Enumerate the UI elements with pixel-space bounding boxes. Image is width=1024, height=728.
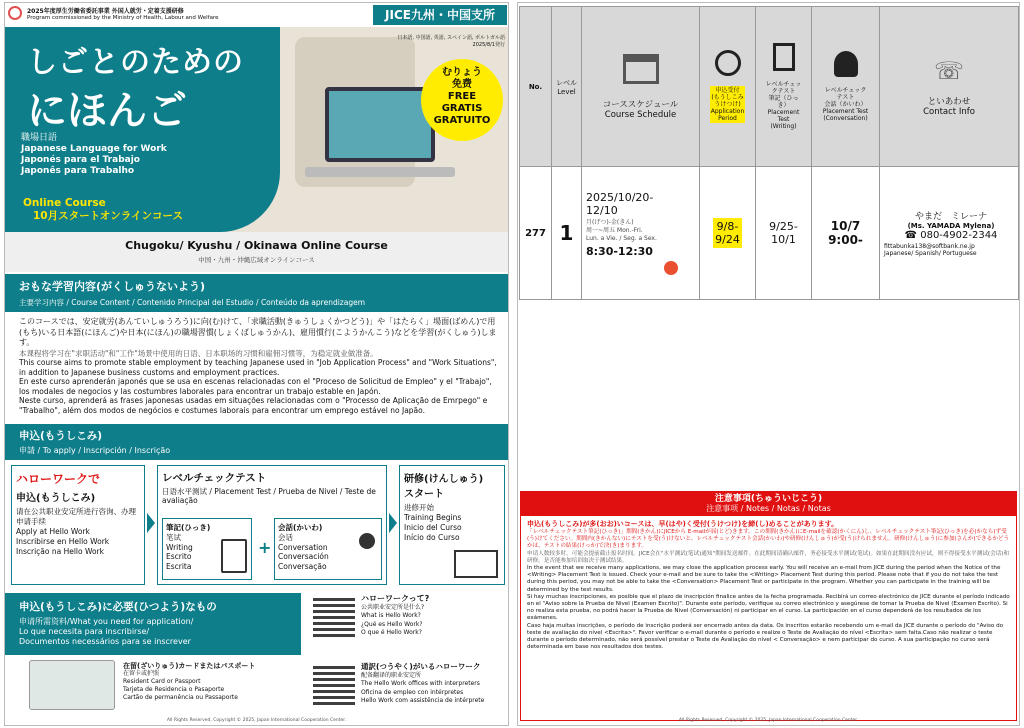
interpreter-title: 通訳(つうやく)がいるハローワーク	[361, 662, 481, 671]
header-level-en: Level	[557, 87, 576, 96]
ministry-header	[5, 3, 365, 25]
notes-en: In the event that we receive many applications, we may close the application process early. You will receive an e-mail from JICE during the period when the Notice of the <Writing> Placement Test is issued. Check your e-mail and be sure to take the <Writing> Placement Test during this period. Please note that if you do not take the test during this period, you may not be able to take the <Conversation> Placement Test or participate in the program. Whether you can participate in the training will be determined by the test results.	[527, 565, 1001, 593]
subtitle-en: Japanese Language for Work	[21, 144, 167, 154]
header-level-ja: レベル	[556, 78, 577, 87]
calendar-icon	[623, 54, 659, 84]
resident-card-image	[29, 660, 115, 710]
header-schedule-ja: コーススケジュール	[602, 99, 679, 110]
training-title: 研修(けんしゅう)	[404, 474, 484, 485]
header-conv-2: テスト	[836, 94, 855, 101]
header-written-4: き）	[777, 102, 790, 109]
requirements-sub-1: 申请所需资料/What you need for application/	[19, 617, 194, 626]
jice-branch-label: JICE九州・中国支所	[373, 5, 507, 25]
table-header-row	[520, 7, 1019, 167]
card-en: Resident Card or Passport	[123, 678, 201, 685]
course-time: 8:30-12:30	[586, 245, 653, 258]
free-pt: GRATUITO	[433, 115, 491, 126]
header-written-7: (Writing)	[770, 123, 797, 130]
written-zh: 笔试	[166, 533, 181, 542]
written-pt: Escrita	[166, 561, 192, 571]
hello-work-title: ハローワークで	[16, 472, 101, 486]
content-ja: このコースでは、安定就労(あんていしゅうろう)に向(む)けて、「求職活動(きゅうしょくかつどう)」や「はたらく」場面(ばめん)で用(もち)いる日本語(にほんご)や日本(にほん)の職場習慣(しょくばしゅうかん)、雇用慣行(こようかんこう)などを学習(がくしゅう)します。	[19, 317, 497, 347]
subtitle-pt: Japonês para Trabalho	[21, 166, 135, 176]
application-period-cell	[700, 167, 756, 300]
online-course-ja: 10月スタートオンラインコース	[33, 210, 183, 222]
written-en: Writing	[166, 542, 193, 552]
interpreter-pt: Hello Work com assistência de intérprete	[361, 697, 485, 704]
header-period	[700, 7, 756, 167]
conversation-test-cell	[812, 167, 880, 300]
notes-header	[521, 492, 1016, 516]
subtitle-es: Japonés para el Trabajo	[21, 155, 140, 165]
conversation-es: Conversación	[278, 552, 329, 561]
title-line-1: しごとのための	[27, 45, 244, 80]
apply-band-sub: 申請 / To apply / Inscripción / Inscrição	[19, 446, 171, 455]
training-start-box	[399, 465, 505, 585]
content-description	[19, 317, 501, 415]
training-zh: 进修开始	[404, 503, 434, 512]
course-date-end: 12/10	[586, 204, 618, 217]
header-contact	[880, 7, 1019, 167]
interpreter-offices	[361, 663, 484, 706]
header-conv-5: (Conversation)	[823, 115, 868, 122]
card-zh: 在留卡或护照	[123, 670, 160, 677]
training-pt: Início do Curso	[404, 533, 460, 542]
contact-phone[interactable]: ☎ 080-4902-2344	[904, 230, 998, 241]
course-schedule-cell	[582, 167, 700, 300]
written-es: Escrito	[166, 552, 192, 561]
stopwatch-icon	[715, 50, 741, 76]
course-level: 1	[552, 167, 582, 300]
free-en: FREE	[447, 91, 477, 102]
conversation-pt: Conversação	[278, 561, 327, 571]
notes-es: Si hay muchas inscripciones, es posible que el plazo de inscripción finalice antes de la fecha programada. Recibirá un correo electrónico de JICE durante el período indicado en el "Aviso sobre la Prueba de Nivel (Examen Escrito)". Durante este período, verifique su correo electrónico y asegúrese de tomar la Prueba de Nivel (Examen Escrito). Si no realiza esta prueba, no podrá hacer la Prueba de Nivel (Conversación) ni participar en el curso. La participación en el curso dependerá de los resultados de los exámenes.	[527, 593, 1010, 622]
sun-icon	[664, 261, 678, 275]
hello-work-zh: 请在公共职业安定所进行咨询、办理申请手续	[16, 507, 136, 526]
header-written-3: 筆記（ひっ	[768, 95, 799, 102]
content-band-sub: 主要学习内容 / Course Content / Contenido Principal del Estudio / Conteúdo da aprendizagem	[19, 298, 366, 307]
content-zh: 本课程将学习在"求职活动"和"工作"场景中使用的日语、日本职场的习惯和雇佣习惯等，为稳定就业做准备。	[19, 348, 378, 358]
training-title-2: スタート	[404, 489, 444, 500]
clipboard-icon	[773, 43, 795, 71]
course-days-zh-en: 周一~周五 Mon.-Fri.	[586, 227, 643, 234]
header-period-5: Period	[718, 115, 737, 122]
conversation-person-icon	[359, 533, 375, 549]
interpreter-zh: 配备翻译的职业安定所	[361, 671, 422, 679]
header-written-1: レベルチェッ	[765, 81, 802, 88]
online-course-label	[23, 197, 183, 223]
requirements-sub-3: Documentos necessários para se inscrever	[19, 637, 191, 646]
plus-icon: +	[258, 538, 272, 557]
conversation-en: Conversation	[278, 542, 328, 552]
notes-early-close: 申込(もうしこみ)が多(おお)いコースは、早(はや)く受付(うけつけ)を締(し)めることがあります。	[527, 520, 839, 528]
training-en: Training Begins	[404, 513, 462, 522]
hello-work-es: Inscribirse en Hello Work	[16, 537, 110, 546]
header-conv-1: レベルチェック	[824, 87, 867, 94]
interpreter-es: Oficina de empleo con intérpretes	[361, 688, 464, 696]
header-written-5: Placement	[767, 109, 800, 116]
hello-work-qr-code[interactable]	[313, 595, 355, 637]
conversation-test-date: 10/7	[830, 219, 861, 233]
apply-band-title: 申込(もうしこみ)	[19, 430, 103, 442]
content-pt: Neste curso, aprenderá as frases japonesas usadas em situações relacionadas com o "Processo de Aplicação de Emrpego" e "Trabalho", além dos modos de negócios e costumes laborais para encontrar um emprego estável no Japão.	[19, 396, 488, 415]
hero-banner	[5, 27, 508, 232]
notes-ja: 「レベルチェックテスト筆記(ひっき)」期間(きかん)にJICEから E-mailが届(とど)きます。この期間(きかん)にE-mailを確認(かくにん)し、レベルチェックテスト筆記(ひっき)を必(かなら)ず受(う)けてください。期間内(きかんない)にテストを受(う)けないと、レベルチェックテスト会話(かいわ)や研修(けんしゅう)が受(う)けられません。研修(けんしゅう)に参加(さんか)できるかどうかは、テストの結果(けっか)で決(き)まります。	[527, 529, 1010, 550]
apply-band	[5, 424, 508, 460]
contact-languages: Japanese/ Spanish/ Portuguese	[884, 250, 977, 257]
what-is-title: ハローワークって?	[361, 594, 430, 603]
interpreter-en: The Hello Work offices with interpreters	[361, 680, 480, 687]
header-schedule	[582, 7, 700, 167]
conversation-test-time: 9:00-	[828, 233, 863, 247]
what-is-es: ¿Qué es Hello Work?	[361, 620, 423, 628]
header-contact-ja: といあわせ	[927, 96, 971, 107]
card-es: Tarjeta de Residencia o Pasaporte	[123, 686, 225, 693]
speaker-icon	[834, 51, 858, 77]
header-period-2: (もうしこみ	[711, 94, 744, 101]
header-conversation	[812, 7, 880, 167]
region-en: Chugoku/ Kyushu / Okinawa Online Course	[125, 239, 388, 252]
free-es: GRATIS	[441, 103, 483, 114]
header-conv-4: Placement Test	[822, 108, 869, 115]
contact-name: やまだ ミレーナ	[914, 212, 987, 222]
header-written-6: Test	[777, 116, 790, 123]
header-level	[552, 7, 582, 167]
course-days-ja: 月(げつ)-金(きん)	[586, 219, 634, 226]
issue-date: 2025/8/1発行	[472, 42, 505, 48]
hello-work-title-2: 申込(もうしこみ)	[16, 493, 96, 504]
header-schedule-en: Course Schedule	[604, 109, 677, 120]
languages-line: 日本語, 中国語, 英語, スペイン語, ポルトガル語	[397, 35, 505, 41]
ministry-line-1: 2025年度厚生労働省委託事業 外国人就労・定着支援研修	[27, 8, 184, 15]
application-period-end: 9/24	[715, 233, 740, 246]
placement-test-box	[157, 465, 387, 585]
content-band-title: おもな学習内容(がくしゅうないよう)	[19, 280, 206, 293]
content-band	[5, 274, 508, 312]
flyer-right-page	[517, 2, 1020, 726]
notes-body	[521, 516, 1016, 655]
placement-test-sub: 日语水平测试 / Placement Test / Prueba de Nivel / Teste de avaliação	[162, 487, 376, 505]
left-footer: All Rights Reserved, Copyright © 2025, Japan International Cooperation Center.	[166, 718, 347, 723]
notes-title: 注意事項(ちゅういじこう)	[714, 494, 823, 504]
arrow-icon	[147, 513, 155, 533]
interpreter-qr-code[interactable]	[313, 663, 355, 705]
card-title: 在留(ざいりゅう)カードまたはパスポート	[123, 662, 256, 670]
laptop-illustration	[325, 87, 435, 162]
application-period-start: 9/8-	[716, 220, 739, 233]
online-course-en: Online Course	[23, 197, 106, 209]
written-title: 筆記(ひっき)	[166, 523, 211, 532]
laptop-base	[305, 167, 455, 177]
free-badge	[421, 59, 503, 141]
hello-work-pt: Inscrição na Hello Work	[16, 547, 104, 556]
ministry-logo-icon	[8, 6, 22, 20]
book-icon	[454, 550, 498, 578]
table-row	[520, 167, 1019, 300]
conversation-zh: 会话	[278, 533, 293, 542]
title-line-2: にほんご	[27, 88, 187, 134]
header-conv-3: 会話（かいわ）	[824, 101, 867, 108]
content-en: This course aims to promote stable employment by teaching Japanese used in "Job Application Process" and "Work Situations", in addition to Japanese business customs and employment practices.	[19, 358, 497, 377]
arrow-icon-2	[389, 513, 397, 533]
header-written	[756, 7, 812, 167]
card-pt: Cartão de permanência ou Passaporte	[123, 694, 238, 701]
subtitle-list	[21, 133, 167, 177]
contact-cell	[880, 167, 1019, 300]
resident-card-info	[123, 662, 308, 702]
header-period-3: うけつけ)	[714, 101, 741, 108]
course-number: 277	[520, 167, 552, 300]
hero-title-panel	[5, 27, 280, 232]
header-period-1: 申込受付	[715, 87, 740, 94]
notes-zh: 申请人数较多时，可能会提前截止报名时间。JICE会在"水平测试(笔试)通知"期间发送邮件。在此期间请确认邮件，务必接受水平测试(笔试)。如果在此期间没有应试，则不得接受水平测试(会话)和研修。是否能参加培训取决于测试结果。	[527, 550, 1010, 564]
hello-work-en: Apply at Hello Work	[16, 527, 90, 536]
right-footer: All Rights Reserved, Copyright © 2025, Japan International Cooperation Center.	[678, 718, 859, 723]
requirements-sub-2: Lo que necesita para inscribirse/	[19, 627, 150, 636]
placement-test-title: レベルチェックテスト	[162, 472, 267, 484]
written-test-end: 10/1	[771, 233, 796, 246]
what-is-hello-work	[361, 595, 429, 638]
free-zh: 免费	[452, 79, 472, 90]
what-is-pt: O que é Hello Work?	[361, 629, 422, 636]
notes-pt: Caso haja muitas inscrições, o período de inscrição poderá ser encerrado antes da data. Os inscritos estarão recebendo um e-mail da JICE durante o período do "Aviso do teste de avaliação do nível <Escrita>". Favor verificar o e-mail durante o período e realize o Teste de Avaliação do nível <Escrita> sem falta.Caso não realizar o teste durante o período determinado, não será possível prestar o Teste de Avaliação do nível < Conversação> e nem participar do curso. A sua participação no curso será determinada em base nos resultados dos testes.	[527, 622, 1004, 651]
schedule-table	[519, 6, 1019, 300]
training-es: Inicio del Curso	[404, 523, 462, 532]
notes-sub: 注意事项 / Notes / Notas / Notas	[706, 504, 831, 513]
written-test-icon	[221, 539, 247, 573]
written-test-start: 9/25-	[769, 220, 798, 233]
phone-icon: ☏	[933, 56, 964, 85]
written-test-box	[162, 518, 252, 580]
flyer-left-page	[4, 2, 509, 726]
requirements-title: 申込(もうしこみ)に必要(ひつよう)なもの	[19, 601, 217, 613]
what-is-zh: 公共职业安定所是什么?	[361, 603, 425, 611]
region-banner	[5, 232, 508, 272]
contact-name-en: (Ms. YAMADA Mylena)	[907, 222, 995, 230]
conversation-title: 会話(かいわ)	[278, 523, 323, 532]
hello-work-box	[11, 465, 145, 585]
what-is-en: What is Hello Work?	[361, 612, 421, 619]
content-es: En este curso aprenderán japonés que se usa en escenas relacionadas con el "Proceso de Solicitud de Empleo" y el "Trabajo", los modales de negocios y las costumbres laborales para encontrar un trabajo estable en Japón.	[19, 377, 492, 396]
subtitle-zh: 職場日語	[21, 133, 58, 143]
header-no: No.	[520, 7, 552, 167]
ministry-line-2: Program commissioned by the Ministry of Health, Labour and Welfare	[27, 15, 219, 21]
header-period-4: Application	[710, 108, 745, 115]
requirements-band	[5, 593, 301, 655]
header-contact-en: Contact Info	[923, 106, 975, 117]
notes-box	[520, 491, 1017, 721]
region-ja: 中国・九州・沖縄広域オンラインコース	[198, 256, 315, 264]
free-ja: むりょう	[442, 67, 482, 78]
conversation-test-box	[274, 518, 382, 580]
course-days-es-pt: Lun. a Vie. / Seg. a Sex.	[586, 235, 657, 242]
contact-email[interactable]: fittabunka138@softbank.ne.jp	[884, 243, 975, 250]
header-written-2: クテスト	[771, 88, 796, 95]
course-date-start: 2025/10/20-	[586, 191, 654, 204]
written-test-cell	[756, 167, 812, 300]
